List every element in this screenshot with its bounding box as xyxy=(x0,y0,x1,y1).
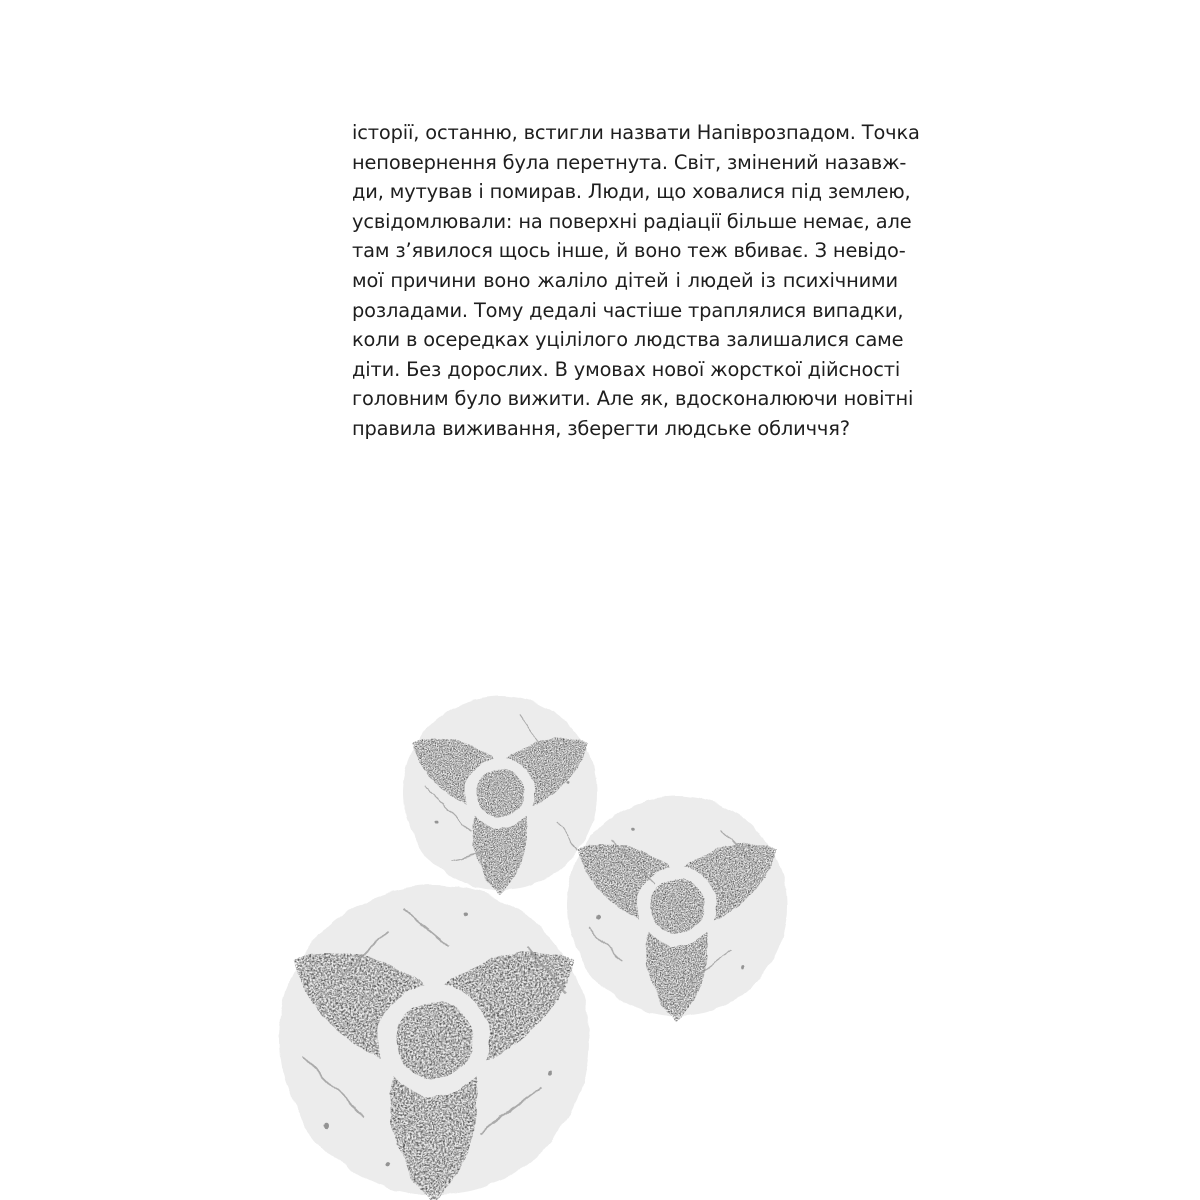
paragraph-line: головним було вижити. Але як, вдосконалюючи новітні xyxy=(352,387,914,411)
paragraph-line: ди, мутував і помирав. Люди, що ховалися під землею, xyxy=(352,180,911,204)
paragraph-line: усвідомлювали: на поверхні радіації більше немає, але xyxy=(352,209,912,233)
radiation-trefoil-icon xyxy=(403,696,597,895)
paragraph-line: там з’явилося щось інше, й воно теж вбиває. З невідо- xyxy=(352,239,906,263)
paragraph-line: історії, останню, встигли назвати Напіврозпадом. Точка xyxy=(352,121,920,144)
paragraph-line: мої причини воно жаліло дітей і людей із психічними xyxy=(352,268,898,292)
radiation-trefoil-icon xyxy=(567,796,787,1022)
paragraph-line: коли в осередках уцілілого людства залишалися саме xyxy=(352,328,904,352)
paragraph-line: розладами. Тому дедалі частіше траплялися випадки, xyxy=(352,298,904,322)
paragraph-line: неповернення була перетнута. Світ, змінений назавж- xyxy=(352,150,907,174)
paragraph-line: діти. Без дорослих. В умовах нової жорсткої дійсності xyxy=(352,357,901,381)
radiation-trefoil-icon xyxy=(279,885,589,1200)
paragraph-line: правила виживання, зберегти людське обличчя? xyxy=(352,416,850,440)
